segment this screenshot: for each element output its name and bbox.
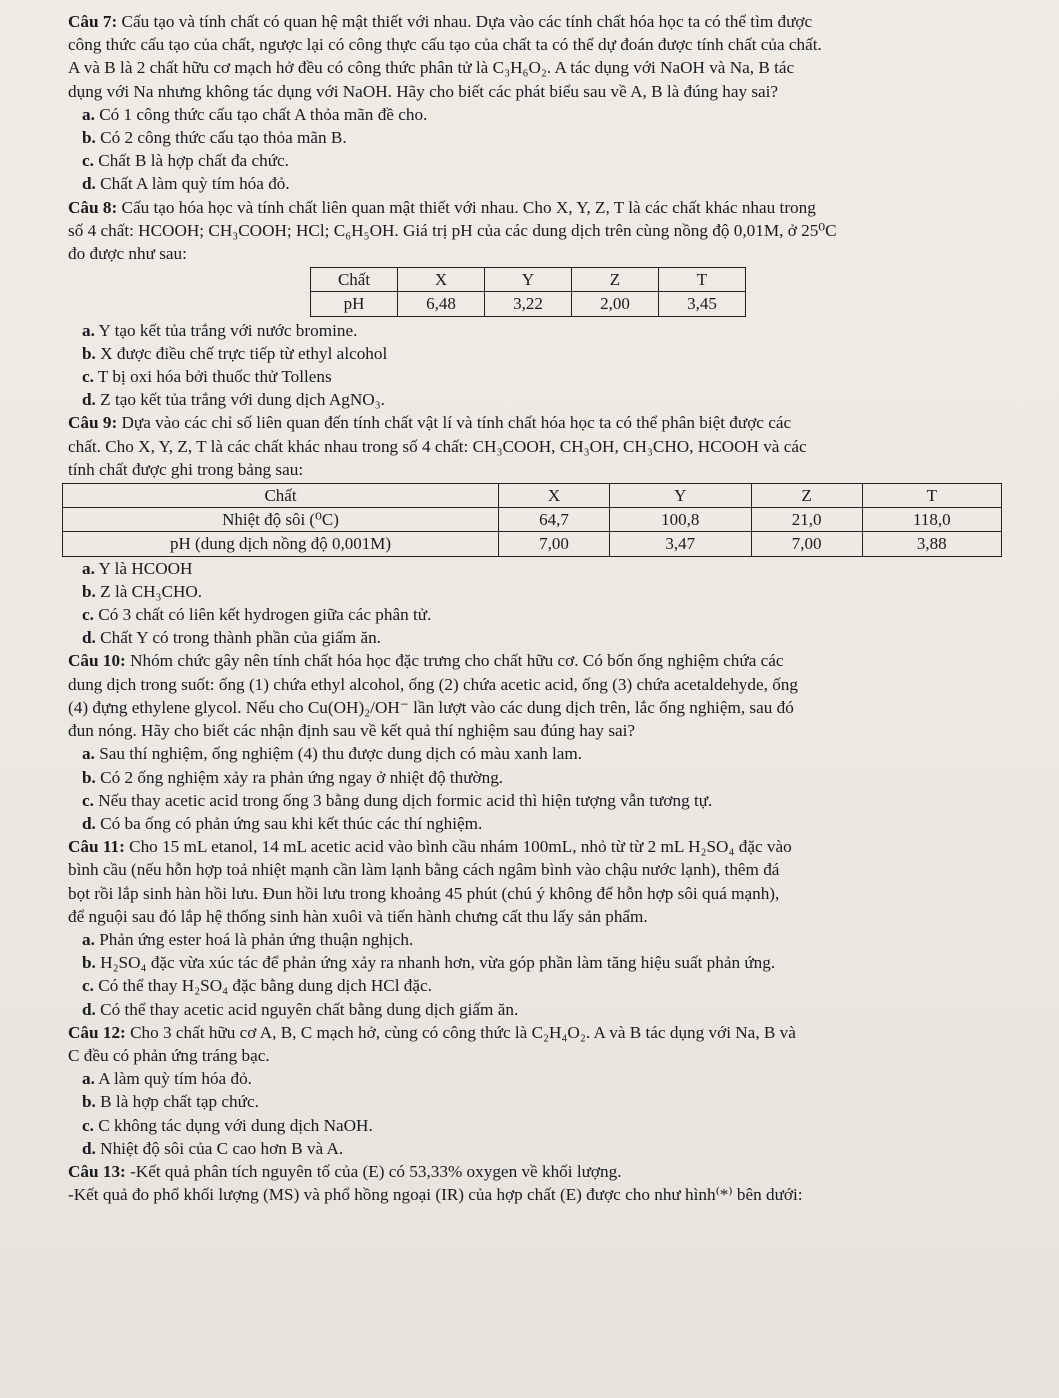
question-8-number: Câu 8:: [68, 197, 118, 217]
question-7-line-3: A và B là 2 chất hữu cơ mạch hở đều có công thức phân tử là C₃H₆O₂. A tác dụng với NaOH và Na, B tác: [68, 58, 795, 78]
question-11-line-3: bọt rồi lắp sinh hàn hồi lưu. Đun hồi lưu trong khoảng 45 phút (chú ý không để hỗn hợp sôi quá mạnh),: [68, 883, 780, 903]
question-11-line-1: Cho 15 mL etanol, 14 mL acetic acid vào bình cầu nhám 100mL, nhỏ từ từ 2 mL H₂SO₄ đặc vào: [124, 837, 792, 857]
question-9-option-d: d. Chất Y có trong thành phần của giấm ăn.: [82, 628, 381, 648]
question-8-option-c: c. T bị oxi hóa bởi thuốc thử Tollens: [82, 367, 332, 387]
question-13-line-2: -Kết quả đo phổ khối lượng (MS) và phổ hồng ngoại (IR) của hợp chất (E) được cho như hình⁽*⁾ bên dưới:: [68, 1185, 803, 1205]
question-9: [68, 411, 1028, 649]
question-13: [68, 1160, 1028, 1206]
question-9-number: Câu 9:: [68, 413, 118, 433]
question-10-option-b: b. Có 2 ống nghiệm xảy ra phản ứng ngay ở nhiệt độ thường.: [82, 767, 504, 787]
ph-table: [310, 267, 746, 316]
question-8-option-d: d. Z tạo kết tủa trắng với dung dịch AgNO₃.: [82, 390, 385, 410]
question-12-option-b: b. B là hợp chất tạp chức.: [82, 1092, 259, 1112]
question-10-line-3: (4) đựng ethylene glycol. Nếu cho Cu(OH)₂/OH⁻ lần lượt vào các dung dịch trên, lắc ống nghiệm, sau đó: [68, 697, 794, 717]
question-12-line-1: Cho 3 chất hữu cơ A, B, C mạch hở, cùng có công thức là C₂H₄O₂. A và B tác dụng với Na, B và: [125, 1022, 796, 1042]
question-10-line-4: đun nóng. Hãy cho biết các nhận định sau về kết quả thí nghiệm sau đúng hay sai?: [68, 721, 636, 741]
question-11-option-b: b. H₂SO₄ đặc vừa xúc tác để phản ứng xảy ra nhanh hơn, vừa góp phần làm tăng hiệu suất phản ứng.: [82, 953, 776, 973]
question-8-line-2: số 4 chất: HCOOH; CH₃COOH; HCl; C₆H₅OH. Giá trị pH của các dung dịch trên cùng nồng độ 0,01M, ở 25⁰C: [68, 220, 837, 240]
table-cell: Chất: [311, 268, 398, 292]
table-cell: X: [499, 484, 610, 508]
question-10-line-1: Nhóm chức gây nên tính chất hóa học đặc trưng cho chất hữu cơ. Có bốn ống nghiệm chứa các: [125, 651, 784, 671]
table-cell: 64,7: [499, 508, 610, 532]
question-11-line-4: để nguội sau đó lắp hệ thống sinh hàn xuôi và tiến hành chưng cất thu lấy sản phẩm.: [68, 906, 648, 926]
question-7-option-a: a. Có 1 công thức cấu tạo chất A thỏa mãn đề cho.: [82, 104, 428, 124]
table-cell: Y: [485, 268, 572, 292]
question-10: [68, 649, 1028, 835]
question-7-line-2: công thức cấu tạo của chất, ngược lại có công thực cấu tạo của chất ta có thể dự đoán được tính chất của chất.: [68, 35, 822, 55]
table-cell: X: [398, 268, 485, 292]
question-8-line-1: Cấu tạo hóa học và tính chất liên quan mật thiết với nhau. Cho X, Y, Z, T là các chất khác nhau trong: [117, 197, 816, 217]
table-cell: Nhiệt độ sôi (⁰C): [63, 508, 499, 532]
question-11-line-2: bình cầu (nếu hỗn hợp toả nhiệt mạnh cần làm lạnh bằng cách ngâm bình vào chậu nước lạnh), thêm đá: [68, 860, 780, 880]
question-12-option-a: a. A làm quỳ tím hóa đỏ.: [82, 1069, 252, 1089]
question-8-option-a: a. Y tạo kết tủa trắng với nước bromine.: [82, 320, 358, 340]
exam-content: [68, 10, 1028, 1206]
question-9-line-2: chất. Cho X, Y, Z, T là các chất khác nhau trong số 4 chất: CH₃COOH, CH₃OH, CH₃CHO, HCOOH và các: [68, 436, 807, 456]
table-cell: 3,88: [862, 532, 1001, 556]
question-7: [68, 10, 1028, 196]
table-cell: pH (dung dịch nồng độ 0,001M): [63, 532, 499, 556]
table-cell: 7,00: [751, 532, 862, 556]
table-cell: T: [862, 484, 1001, 508]
table-row: [63, 508, 1002, 532]
question-13-number: Câu 13:: [68, 1161, 126, 1181]
question-11-number: Câu 11:: [68, 837, 125, 857]
question-7-number: Câu 7:: [68, 12, 118, 31]
question-9-line-3: tính chất được ghi trong bảng sau:: [68, 459, 304, 479]
properties-table: [62, 483, 1002, 557]
question-10-line-2: dung dịch trong suốt: ống (1) chứa ethyl alcohol, ống (2) chứa acetic acid, ống (3) chứa acetaldehyde, ống: [68, 674, 798, 694]
question-7-option-c: c. Chất B là hợp chất đa chức.: [82, 151, 289, 171]
question-11-option-d: d. Có thể thay acetic acid nguyên chất bằng dung dịch giấm ăn.: [82, 999, 519, 1019]
table-cell: 3,47: [609, 532, 751, 556]
question-12-number: Câu 12:: [68, 1022, 126, 1042]
question-9-line-1: Dựa vào các chỉ số liên quan đến tính chất vật lí và tính chất hóa học ta có thể phân biệt được các: [117, 413, 792, 433]
table-cell: Y: [609, 484, 751, 508]
table-row: [63, 484, 1002, 508]
table-cell: Z: [751, 484, 862, 508]
question-7-line-4: dụng với Na nhưng không tác dụng với NaOH. Hãy cho biết các phát biểu sau về A, B là đúng hay sai?: [68, 81, 779, 101]
table-cell: 7,00: [499, 532, 610, 556]
question-9-option-b: b. Z là CH₃CHO.: [82, 581, 203, 601]
question-8-line-3: đo được như sau:: [68, 244, 187, 264]
question-9-option-c: c. Có 3 chất có liên kết hydrogen giữa các phân tử.: [82, 605, 432, 625]
question-10-option-c: c. Nếu thay acetic acid trong ống 3 bằng dung dịch formic acid thì hiện tượng vẫn tương tự.: [82, 790, 713, 810]
table-cell: pH: [311, 292, 398, 316]
question-9-option-a: a. Y là HCOOH: [82, 558, 193, 578]
table-cell: 2,00: [572, 292, 659, 316]
table-cell: Chất: [63, 484, 499, 508]
table-cell: 6,48: [398, 292, 485, 316]
question-7-line-1: Cấu tạo và tính chất có quan hệ mật thiết với nhau. Dựa vào các tính chất hóa học ta có thể tìm được: [117, 12, 813, 31]
question-12-option-d: d. Nhiệt độ sôi của C cao hơn B và A.: [82, 1138, 344, 1158]
table-cell: T: [659, 268, 746, 292]
question-11: [68, 835, 1028, 1021]
question-11-option-a: a. Phản ứng ester hoá là phản ứng thuận nghịch.: [82, 929, 414, 949]
question-10-number: Câu 10:: [68, 651, 126, 671]
question-7-option-d: d. Chất A làm quỳ tím hóa đỏ.: [82, 174, 290, 194]
table-cell: 21,0: [751, 508, 862, 532]
table-cell: 3,45: [659, 292, 746, 316]
table-cell: 118,0: [862, 508, 1001, 532]
question-12: [68, 1021, 1028, 1160]
question-10-option-d: d. Có ba ống có phản ứng sau khi kết thúc các thí nghiệm.: [82, 813, 483, 833]
table-cell: Z: [572, 268, 659, 292]
table-row: [311, 292, 746, 316]
question-12-option-c: c. C không tác dụng với dung dịch NaOH.: [82, 1115, 373, 1135]
table-cell: 100,8: [609, 508, 751, 532]
question-10-option-a: a. Sau thí nghiệm, ống nghiệm (4) thu được dung dịch có màu xanh lam.: [82, 744, 583, 764]
question-8: [68, 196, 1028, 412]
question-12-line-2: C đều có phản ứng tráng bạc.: [68, 1045, 270, 1065]
table-row: [63, 532, 1002, 556]
table-row: [311, 268, 746, 292]
table-cell: 3,22: [485, 292, 572, 316]
question-13-line-1: -Kết quả phân tích nguyên tố của (E) có 53,33% oxygen về khối lượng.: [125, 1161, 622, 1181]
question-11-option-c: c. Có thể thay H₂SO₄ đặc bằng dung dịch HCl đặc.: [82, 976, 432, 996]
question-8-option-b: b. X được điều chế trực tiếp từ ethyl alcohol: [82, 343, 388, 363]
question-7-option-b: b. Có 2 công thức cấu tạo thỏa mãn B.: [82, 128, 347, 148]
